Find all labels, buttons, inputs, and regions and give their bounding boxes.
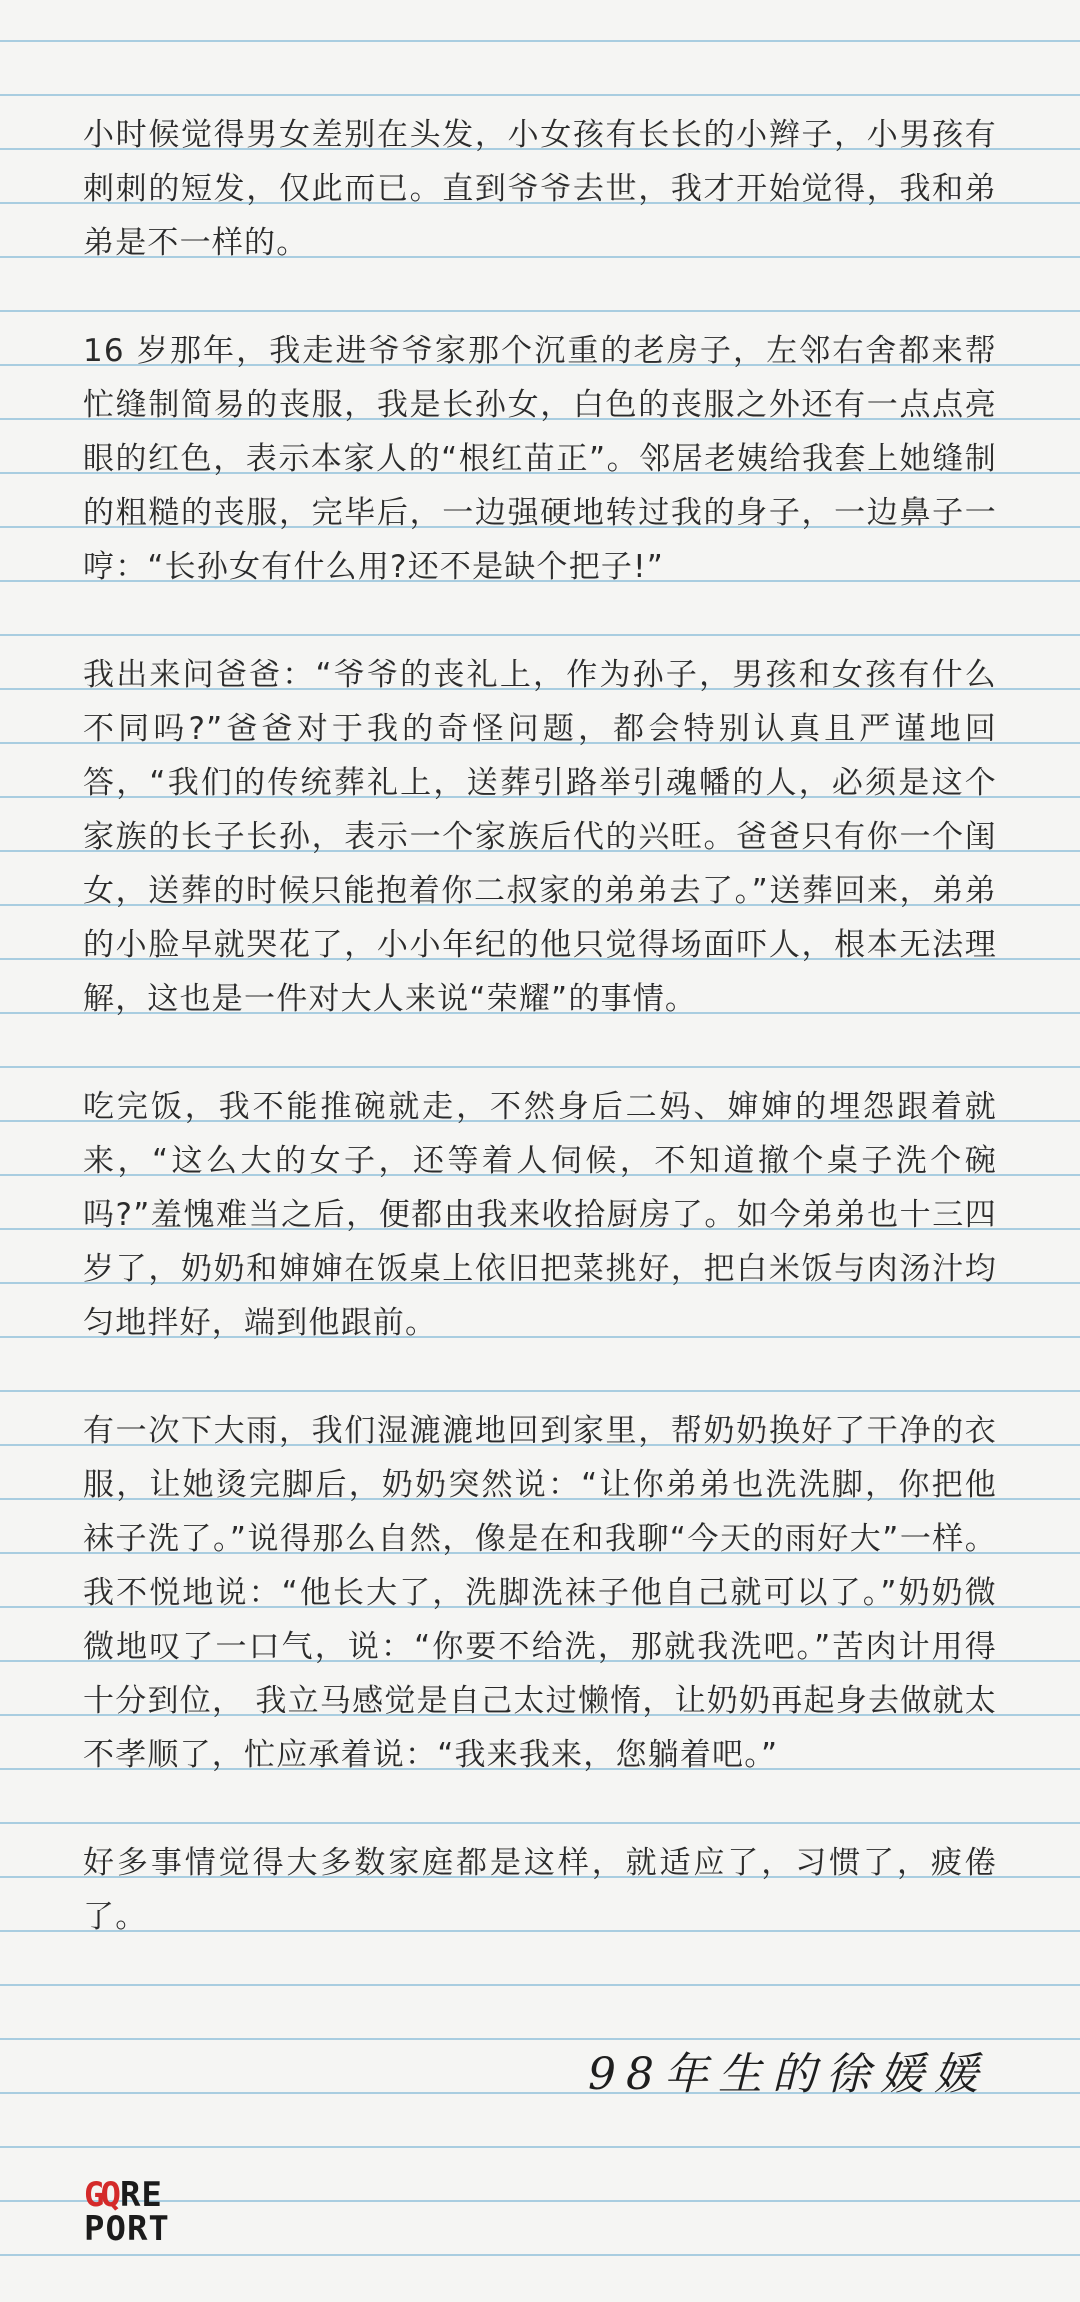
paragraph-6: 好多事情觉得大多数家庭都是这样，就适应了，习惯了，疲倦了。 [83, 1845, 997, 1935]
logo-line-1 [84, 2175, 170, 2215]
logo-gq-mark: GQ [84, 2175, 117, 2215]
logo-re-text: RE [119, 2175, 163, 2215]
paragraph-1: 小时候觉得男女差别在头发，小女孩有长长的小辫子，小男孩有刺刺的短发，仅此而已。直到爷爷去世，我才开始觉得，我和弟弟是不一样的。 [83, 117, 997, 261]
author-signature: 98年生的徐媛媛 [588, 2049, 988, 2100]
paragraph-4: 吃完饭，我不能推碗就走，不然身后二妈、婶婶的埋怨跟着就来，“这么大的女子，还等着人伺候，不知道撤个桌子洗个碗吗?”羞愧难当之后，便都由我来收拾厨房了。如今弟弟也十三四岁了，奶奶和婶婶在饭桌上依旧把菜挑好，把白米饭与肉汤汁均匀地拌好，端到他跟前。 [83, 1089, 997, 1341]
gq-report-logo [84, 2175, 170, 2249]
paragraph-2: 16 岁那年，我走进爷爷家那个沉重的老房子，左邻右舍都来帮忙缝制简易的丧服，我是长孙女，白色的丧服之外还有一点点亮眼的红色，表示本家人的“根红苗正”。邻居老姨给我套上她缝制的粗糙的丧服，完毕后，一边强硬地转过我的身子，一边鼻子一哼：“长孙女有什么用?还不是缺个把子!” [83, 333, 997, 585]
paragraph-3: 我出来问爸爸：“爷爷的丧礼上，作为孙子，男孩和女孩有什么不同吗?”爸爸对于我的奇怪问题，都会特别认真且严谨地回答，“我们的传统葬礼上，送葬引路举引魂幡的人，必须是这个家族的长子长孙，表示一个家族后代的兴旺。爸爸只有你一个闺女，送葬的时候只能抱着你二叔家的弟弟去了。”送葬回来，弟弟的小脸早就哭花了，小小年纪的他只觉得场面吓人，根本无法理解，这也是一件对大人来说“荣耀”的事情。 [83, 657, 997, 1017]
logo-line-2: PORT [84, 2209, 170, 2249]
paragraph-5: 有一次下大雨，我们湿漉漉地回到家里，帮奶奶换好了干净的衣服，让她烫完脚后，奶奶突然说：“让你弟弟也洗洗脚，你把他袜子洗了。”说得那么自然，像是在和我聊“今天的雨好大”一样。我不悦地说：“他长大了，洗脚洗袜子他自己就可以了。”奶奶微微地叹了一口气，说：“你要不给洗，那就我洗吧。”苦肉计用得十分到位， 我立马感觉是自己太过懒惰，让奶奶再起身去做就太不孝顺了，忙应承着说：“我来我来，您躺着吧。” [83, 1413, 997, 1773]
story-body [83, 108, 997, 1998]
